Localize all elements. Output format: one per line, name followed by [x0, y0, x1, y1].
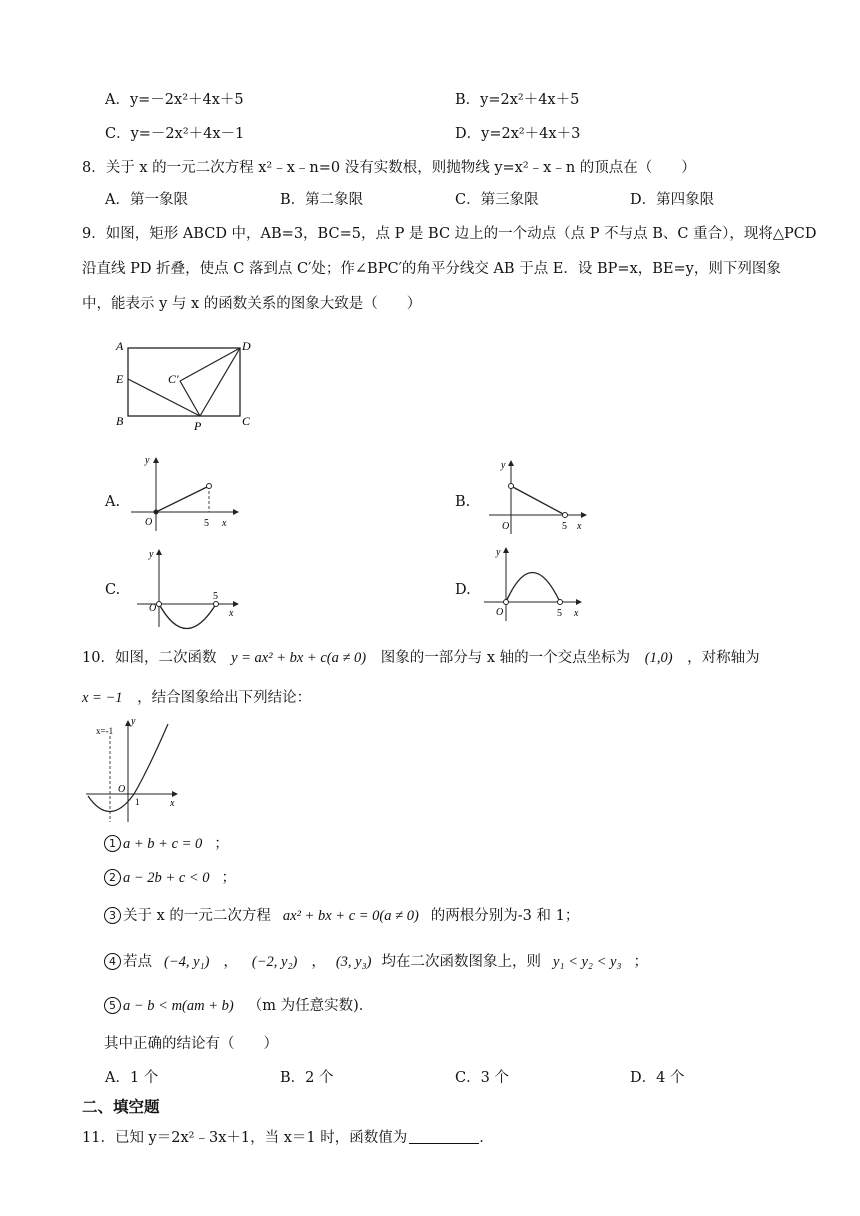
- svg-text:y: y: [131, 716, 136, 727]
- svg-text:x: x: [229, 608, 234, 619]
- q10-intersection-point: (1,0): [644, 650, 673, 666]
- svg-text:O: O: [149, 603, 157, 614]
- q10-stem-line2: x = −1 ，结合图象给出下列结论：: [82, 690, 312, 706]
- q11-stem: 11．已知 y＝2x²﹣3x＋1，当 x＝1 时，函数值为 ．: [82, 1130, 494, 1146]
- q10-conclusion-5: 5 a − b < m(am + b) （m 为任意实数)．: [104, 996, 373, 1016]
- q10-option-a: A．1 个: [105, 1070, 159, 1086]
- svg-text:y: y: [145, 455, 150, 466]
- q8-option-b: B．第二象限: [280, 192, 364, 208]
- q9-graph-c: [133, 545, 248, 630]
- q10-conclusion-1: 1 a + b + c = 0 ；: [104, 834, 229, 854]
- svg-text:5: 5: [562, 521, 567, 532]
- q9-rectangle-figure: [108, 336, 258, 436]
- label-c-prime: C′: [168, 372, 179, 386]
- svg-text:5: 5: [213, 591, 218, 602]
- q10-conclusion-4: 4 若点 (−4, y₁) ， (−2, y₂) ， (3, y₃) 均在二次函数图象上，则 y₁ < y₂ < y₃ ；: [104, 952, 648, 972]
- svg-text:x: x: [574, 608, 579, 619]
- rectangle-abcd: [128, 348, 240, 416]
- q7-option-d: D．y=2x²＋4x＋3: [455, 126, 581, 142]
- svg-text:y: y: [501, 460, 506, 471]
- svg-text:y: y: [496, 547, 501, 558]
- svg-text:O: O: [502, 521, 510, 532]
- q10-conclusion-3: 3 关于 x 的一元二次方程 ax² + bx + c = 0(a ≠ 0) 的两根分别为-3 和 1；: [104, 906, 579, 926]
- axis-of-symmetry-label: x=-1: [96, 726, 114, 736]
- svg-text:y: y: [149, 549, 154, 560]
- label-d: D: [242, 339, 251, 353]
- label-p: P: [194, 419, 202, 433]
- q10-axis-formula: x = −1: [82, 690, 123, 706]
- svg-text:x: x: [577, 521, 582, 532]
- q10-stem-line1: 10．如图，二次函数 y = ax² + bx + c(a ≠ 0) 图象的一部分与 x 轴的一个交点坐标为 (1,0) ，对称轴为: [82, 650, 760, 666]
- svg-text:5: 5: [557, 608, 562, 619]
- label-e: E: [116, 372, 124, 386]
- section-title-fill-in: 二、填空题: [82, 1098, 160, 1116]
- q11-answer-blank[interactable]: [409, 1129, 479, 1144]
- q10-formula-function: y = ax² + bx + c(a ≠ 0): [231, 650, 367, 666]
- q10-conclusion-2: 2 a − 2b + c < 0 ；: [104, 868, 236, 888]
- svg-text:x: x: [170, 798, 175, 809]
- q9-option-a-label: A.: [105, 494, 121, 510]
- q10-parabola-figure: [82, 716, 182, 826]
- svg-text:O: O: [496, 607, 504, 618]
- q8-stem: 8．关于 x 的一元二次方程 x²﹣x﹣n=0 没有实数根，则抛物线 y=x²﹣x﹣n 的顶点在（ ）: [82, 160, 696, 176]
- q9-option-d-label: D.: [455, 582, 471, 598]
- q8-option-c: C．第三象限: [455, 192, 539, 208]
- q9-stem-line1: 9．如图，矩形 ABCD 中，AB=3，BC=5，点 P 是 BC 边上的一个动点（点 P 不与点 B、C 重合），现将△PCD: [82, 226, 817, 242]
- label-b: B: [116, 414, 124, 428]
- label-c: C: [242, 414, 251, 428]
- q9-stem-line3: 中，能表示 y 与 x 的函数关系的图象大致是（ ）: [82, 296, 422, 312]
- q9-option-b-label: B.: [455, 494, 471, 510]
- label-a: A: [116, 339, 124, 353]
- q9-graph-a: [125, 455, 245, 535]
- q8-option-a: A．第一象限: [105, 192, 188, 208]
- q7-option-b: B．y=2x²＋4x＋5: [455, 92, 580, 108]
- q10-option-c: C．3 个: [455, 1070, 509, 1086]
- svg-text:1: 1: [135, 797, 140, 807]
- q10-ask: 其中正确的结论有（ ）: [104, 1036, 278, 1052]
- q9-graph-b: [485, 458, 595, 538]
- q7-option-a: A．y=－2x²＋4x＋5: [105, 92, 244, 108]
- q8-option-d: D．第四象限: [630, 192, 715, 208]
- q9-stem-line2: 沿直线 PD 折叠，使点 C 落到点 C′处；作∠BPC′的角平分线交 AB 于点 E．设 BP=x，BE=y，则下列图象: [82, 261, 781, 277]
- q10-option-d: D．4 个: [630, 1070, 685, 1086]
- q9-graph-d: [482, 545, 592, 625]
- q7-option-c: C．y=－2x²＋4x－1: [105, 126, 245, 142]
- svg-text:5: 5: [204, 518, 209, 529]
- svg-text:O: O: [145, 517, 153, 528]
- svg-text:O: O: [118, 784, 126, 795]
- q9-option-c-label: C.: [105, 582, 121, 598]
- svg-text:x: x: [222, 518, 227, 529]
- q10-option-b: B．2 个: [280, 1070, 334, 1086]
